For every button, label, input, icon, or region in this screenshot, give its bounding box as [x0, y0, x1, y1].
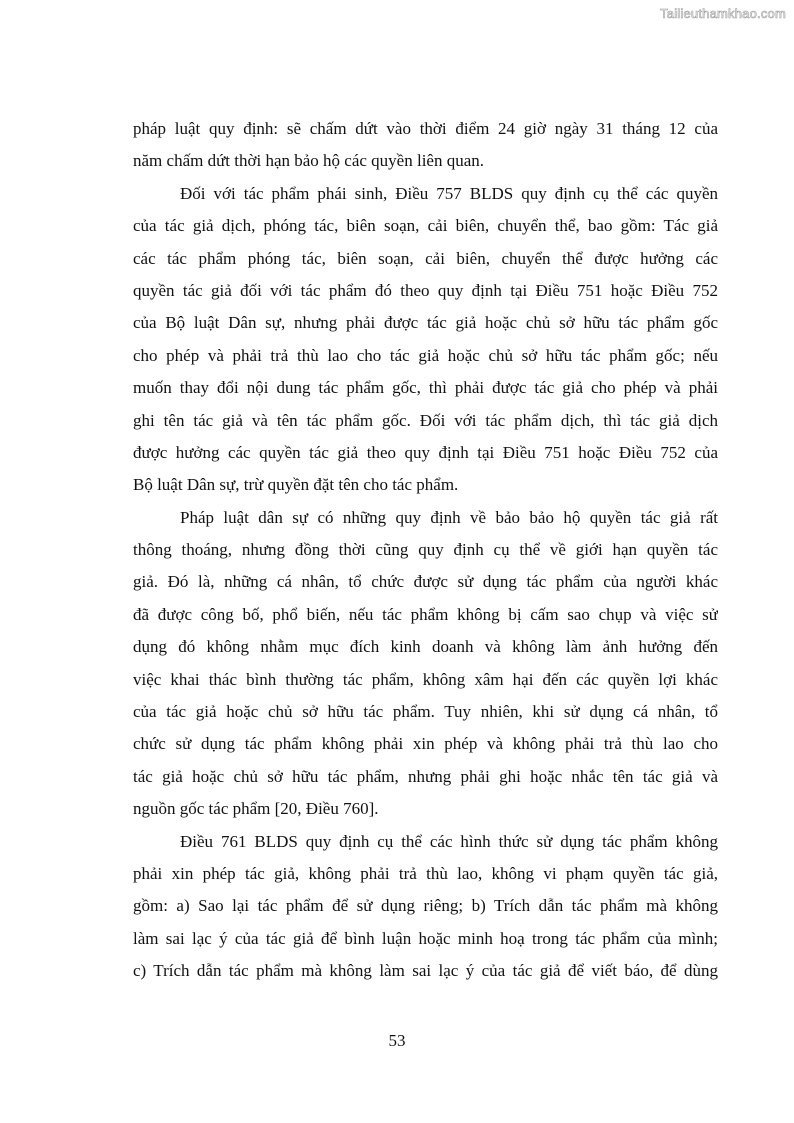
- text-line: việc khai thác bình thường tác phẩm, không xâm hại đến các quyền lợi khác: [133, 669, 718, 689]
- paragraph-3: [133, 502, 718, 826]
- text-line: làm sai lạc ý của tác giả để bình luận hoặc minh hoạ trong tác phẩm của mình;: [133, 928, 718, 948]
- text-line: năm chấm dứt thời hạn bảo hộ các quyền liên quan.: [133, 151, 485, 171]
- text-line: ghi tên tác giả và tên tác phẩm gốc. Đối với tác phẩm dịch, thì tác giả dịch: [133, 410, 718, 430]
- text-line: được hưởng các quyền tác giả theo quy định tại Điều 751 hoặc Điều 752 của: [133, 442, 718, 462]
- text-line: cho phép và phải trả thù lao cho tác giả hoặc chủ sở hữu tác phẩm gốc; nếu: [133, 345, 718, 365]
- text-line: nguồn gốc tác phẩm [20, Điều 760].: [133, 799, 379, 819]
- page-body: [133, 113, 718, 988]
- text-line: thông thoáng, nhưng đồng thời cũng quy định cụ thể về giới hạn quyền tác: [133, 540, 718, 560]
- text-line: quyền tác giả đối với tác phẩm đó theo quy định tại Điều 751 hoặc Điều 752: [133, 280, 718, 300]
- text-line: chức sử dụng tác phẩm không phải xin phép và không phải trả thù lao cho: [133, 734, 718, 754]
- text-line: của tác giả hoặc chủ sở hữu tác phẩm. Tuy nhiên, khi sử dụng cá nhân, tổ: [133, 702, 718, 722]
- text-line: của tác giả dịch, phóng tác, biên soạn, cải biên, chuyển thể, bao gồm: Tác giả: [133, 216, 718, 236]
- text-line: dụng đó không nhằm mục đích kinh doanh và không làm ảnh hưởng đến: [133, 637, 718, 657]
- text-line: giả. Đó là, những cá nhân, tổ chức được sử dụng tác phẩm của người khác: [133, 572, 718, 592]
- text-line: Đối với tác phẩm phái sinh, Điều 757 BLDS quy định cụ thể các quyền: [180, 183, 718, 203]
- watermark-text: Tailieuthamkhao.com: [660, 6, 786, 21]
- text-line: tác giả hoặc chủ sở hữu tác phẩm, nhưng phải ghi hoặc nhắc tên tác giả và: [133, 766, 718, 786]
- paragraph-1: [133, 113, 718, 178]
- text-line: các tác phẩm phóng tác, biên soạn, cải biên, chuyển thể được hưởng các: [133, 248, 718, 268]
- text-line: của Bộ luật Dân sự, nhưng phải được tác giả hoặc chủ sở hữu tác phẩm gốc: [133, 313, 718, 333]
- paragraph-4: [133, 826, 718, 988]
- paragraph-2: [133, 178, 718, 502]
- text-line: gồm: a) Sao lại tác phẩm để sử dụng riêng; b) Trích dẫn tác phẩm mà không: [133, 896, 718, 916]
- text-line: Bộ luật Dân sự, trừ quyền đặt tên cho tác phẩm.: [133, 475, 459, 495]
- text-line: pháp luật quy định: sẽ chấm dứt vào thời điểm 24 giờ ngày 31 tháng 12 của: [133, 119, 718, 138]
- text-line: đã được công bố, phổ biến, nếu tác phẩm không bị cấm sao chụp và việc sử: [133, 604, 718, 624]
- text-line: phải xin phép tác giả, không phải trả thù lao, không vi phạm quyền tác giả,: [133, 863, 718, 883]
- page-number: 53: [388, 1031, 406, 1050]
- text-line: muốn thay đổi nội dung tác phẩm gốc, thì phải được tác giả cho phép và phải: [133, 378, 718, 398]
- text-line: c) Trích dẫn tác phẩm mà không làm sai lạc ý của tác giả để viết báo, để dùng: [133, 961, 718, 981]
- text-line: Pháp luật dân sự có những quy định về bảo bảo hộ quyền tác giả rất: [180, 507, 718, 527]
- text-line: Điều 761 BLDS quy định cụ thể các hình thức sử dụng tác phẩm không: [180, 831, 718, 851]
